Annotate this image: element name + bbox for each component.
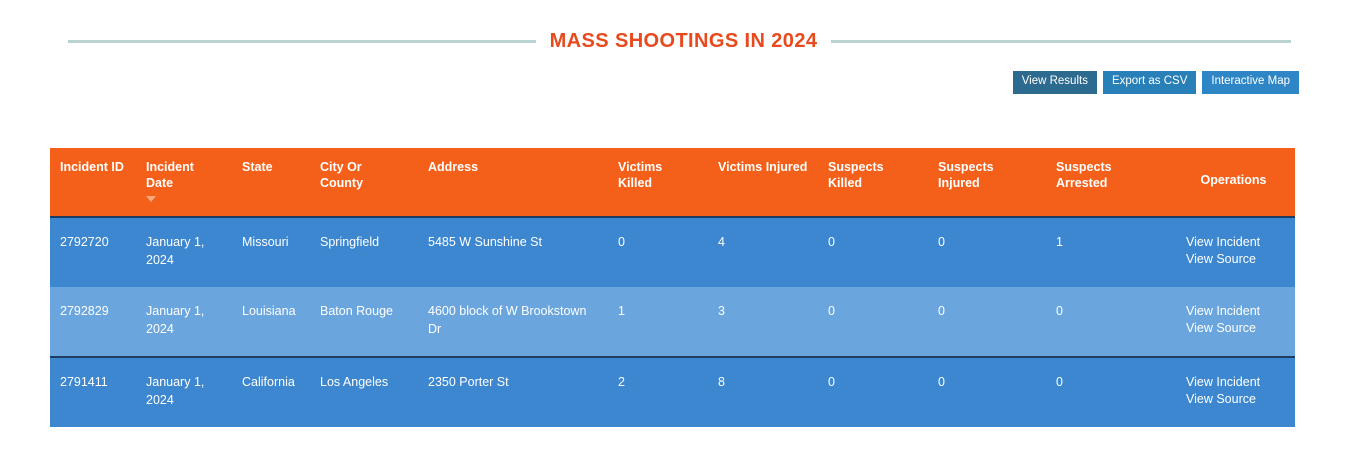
column-header-suspects-arrested[interactable]: Suspects Arrested [1046, 148, 1172, 217]
cell-state: Missouri [232, 217, 310, 287]
column-header-city-or-county[interactable]: City Or County [310, 148, 418, 217]
incidents-table [50, 148, 1295, 427]
cell-victims-injured: 4 [708, 217, 818, 287]
cell-incident-id: 2792829 [50, 287, 136, 357]
cell-suspects-injured: 0 [928, 287, 1046, 357]
cell-suspects-killed: 0 [818, 217, 928, 287]
cell-victims-killed: 2 [608, 357, 708, 427]
table-head [50, 148, 1295, 217]
column-header-victims-killed[interactable]: Victims Killed [608, 148, 708, 217]
cell-suspects-killed: 0 [818, 357, 928, 427]
cell-operations [1172, 217, 1295, 287]
column-header-suspects-killed[interactable]: Suspects Killed [818, 148, 928, 217]
cell-city-or-county: Springfield [310, 217, 418, 287]
cell-incident-date: January 1, 2024 [136, 217, 232, 287]
page-title-row [0, 0, 1359, 53]
cell-suspects-injured: 0 [928, 357, 1046, 427]
view-incident-link[interactable]: View Incident [1186, 304, 1261, 319]
cell-victims-killed: 0 [608, 217, 708, 287]
cell-victims-injured: 8 [708, 357, 818, 427]
column-header-incident-date-label: Incident Date [146, 160, 194, 190]
cell-incident-id: 2792720 [50, 217, 136, 287]
sort-descending-icon [146, 196, 156, 202]
table-row [50, 287, 1295, 357]
column-header-address[interactable]: Address [418, 148, 608, 217]
table-header-row [50, 148, 1295, 217]
cell-operations [1172, 357, 1295, 427]
cell-suspects-killed: 0 [818, 287, 928, 357]
cell-victims-killed: 1 [608, 287, 708, 357]
interactive-map-button[interactable]: Interactive Map [1202, 71, 1299, 94]
cell-incident-date: January 1, 2024 [136, 287, 232, 357]
cell-city-or-county: Los Angeles [310, 357, 418, 427]
cell-victims-injured: 3 [708, 287, 818, 357]
cell-suspects-arrested: 1 [1046, 217, 1172, 287]
cell-suspects-arrested: 0 [1046, 287, 1172, 357]
cell-city-or-county: Baton Rouge [310, 287, 418, 357]
cell-suspects-injured: 0 [928, 217, 1046, 287]
toolbar [0, 71, 1359, 94]
view-results-button[interactable]: View Results [1013, 71, 1097, 94]
cell-state: Louisiana [232, 287, 310, 357]
incidents-table-wrap [50, 148, 1295, 427]
column-header-incident-date[interactable] [136, 148, 232, 217]
title-rule-right [831, 40, 1291, 43]
view-source-link[interactable]: View Source [1186, 320, 1256, 335]
cell-address: 2350 Porter St [418, 357, 608, 427]
cell-incident-date: January 1, 2024 [136, 357, 232, 427]
cell-state: California [232, 357, 310, 427]
cell-incident-id: 2791411 [50, 357, 136, 427]
view-incident-link[interactable]: View Incident [1186, 235, 1261, 250]
column-header-suspects-injured[interactable]: Suspects Injured [928, 148, 1046, 217]
cell-address: 4600 block of W Brookstown Dr [418, 287, 608, 357]
cell-suspects-arrested: 0 [1046, 357, 1172, 427]
column-header-victims-injured[interactable]: Victims Injured [708, 148, 818, 217]
view-source-link[interactable]: View Source [1186, 251, 1256, 266]
column-header-state[interactable]: State [232, 148, 310, 217]
table-row [50, 217, 1295, 287]
cell-address: 5485 W Sunshine St [418, 217, 608, 287]
cell-operations [1172, 287, 1295, 357]
page-title: MASS SHOOTINGS IN 2024 [549, 30, 818, 52]
view-incident-link[interactable]: View Incident [1186, 375, 1261, 390]
export-csv-button[interactable]: Export as CSV [1103, 71, 1196, 94]
view-source-link[interactable]: View Source [1186, 391, 1256, 406]
table-body [50, 217, 1295, 427]
title-rule-left [68, 40, 536, 43]
column-header-incident-id[interactable]: Incident ID [50, 148, 136, 217]
column-header-operations: Operations [1172, 148, 1295, 217]
table-row [50, 357, 1295, 427]
